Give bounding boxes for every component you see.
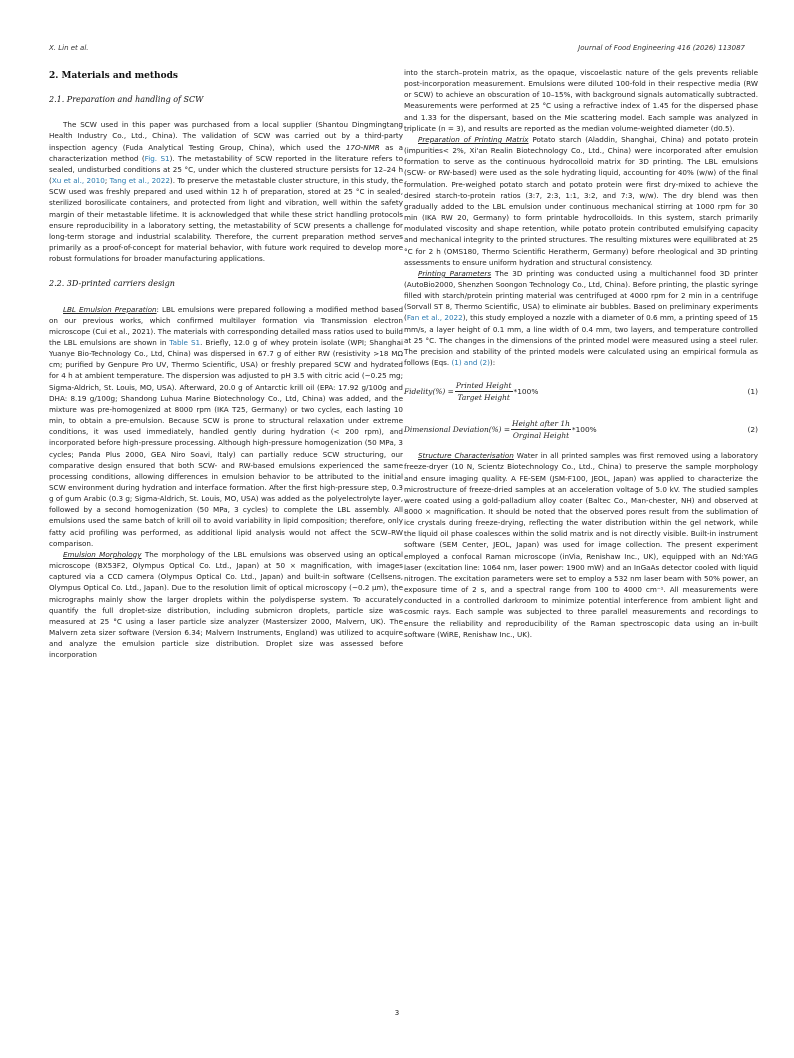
journal-citation: Journal of Food Engineering 416 (2026) 113087 (578, 44, 745, 52)
paragraph-morphology-continued: into the starch–protein matrix, as the opaque, viscoelastic nature of the gels prevents reliable post-incorporation measurement. Emulsions were diluted 100-fold in their respective media (RW or SCW) to achieve an obscuration of 10–15%, with background signals automatically subtracted. Measurements were performed at 25 °C using a refractive index of 1.45 for the dispersed phase and 1.33 for the dispersant, based on the Mie scattering model. Each sample was analyzed in triplicate (n = 3), and results are reported as the median volume-weighted diameter (d0.5). (404, 68, 758, 133)
equation-ref-link[interactable]: (1) and (2) (451, 358, 490, 368)
paragraph-printing-parameters: Printing Parameters The 3D printing was conducted using a multichannel food 3D printer (AutoBio2000, Shenzhen Soongon Technology Co., Ltd, China). Before printing, the plastic syringe filled with starch/protein printing material was centrifuged at 4000 rpm for 2 min in a centrifuge (Sorvall ST 8, Thermo Scientific, USA) to eliminate air bubbles. Based on preliminary experiments (Fan et al., 2022), this study employed a nozzle with a diameter of 0.6 mm, a printing speed of 15 mm/s, a layer height of 0.1 mm, a line width of 0.4 mm, two layers, and temperature controlled at 25 °C. The changes in the dimensions of the printed model were measured using a steel ruler. The precision and stability of the printed models were calculated using an empirical formula as follows (Eqs. (1) and (2)): (404, 268, 758, 368)
equation-2-factor: *100% (571, 424, 597, 434)
matrix-label: Preparation of Printing Matrix (418, 134, 529, 144)
left-column (49, 67, 403, 661)
equation-2-fraction: $\frac{\text{Height after 1h}}{\text{Orginal Height}}$ (512, 418, 570, 440)
paragraph-emulsion-morphology: Emulsion Morphology The morphology of the LBL emulsions was observed using an optical microscope (BX53F2, Olympus Optical Co. Ltd., Japan) at 50 × magnification, with images captured via a CCD camera (Olympus Optical Co. Ltd., Japan) and built-in software (Cellsens, Olympus Optical Co. Ltd., Japan). Due to the resolution limit of optical microscopy (~0.2 μm), the micrographs mainly show the larger droplets within the polydisperse system. To accurately quantify the full droplet-size distribution, including submicron droplets, particle size was measured at 25 °C using a laser particle size analyzer (Mastersizer 2000, Malvern, UK). The Malvern zeta sizer software (Version 6.34; Malvern Instruments, England) was utilized to acquire and analyze the emulsion particle size distribution. Droplet size was assessed before incorporation (49, 549, 403, 660)
author-line: X. Lin et al. (49, 44, 89, 52)
nmr-term: 17O-NMR (345, 142, 380, 152)
subsection-heading-2-2: 2.2. 3D-printed carriers design (49, 279, 175, 289)
table-s1-link[interactable]: Table S1 (169, 337, 201, 347)
fig-s1-link[interactable]: Fig. S1 (144, 153, 170, 163)
equation-1-lhs: Fidelity(%) = (404, 386, 454, 396)
equation-1-factor: *100% (513, 386, 539, 396)
ref-xu-2010-link[interactable]: Xu et al., 2010 (51, 176, 105, 186)
equation-1-fraction: $\frac{\text{Printed Height}}{\text{Target Height}}$ (455, 380, 512, 402)
equation-2-lhs: Dimensional Deviation(%) = (404, 424, 511, 434)
ref-tang-2022-link[interactable]: Tang et al., 2022 (109, 176, 170, 186)
structure-label: Structure Characterisation (418, 451, 514, 461)
page-number: 3 (394, 1009, 400, 1017)
lbl-label: LBL Emulsion Preparation (63, 304, 157, 314)
section-heading: 2. Materials and methods (49, 71, 178, 81)
paragraph-lbl-preparation: LBL Emulsion Preparation: LBL emulsions were prepared following a modified method based on our previous works, which confirmed multilayer formation via Transmission electron microscope (Cui et al., 2021). The materials with corresponding detailed mass ratios used to build the LBL emulsions are shown in Table S1. Briefly, 12.0 g of whey protein isolate (WPI; Shanghai Yuanye Bio-Technology Co., Ltd, China) was dispersed in 67.7 g of either RW (resistivity >18 MΩ cm; purified by Genpure Pro UV, Thermo Scientific, USA) or freshly prepared SCW and hydrated for 4 h at ambient temperature. The dispersion was adjusted to pH 3.5 with citric acid (~0.25 mg; Sigma-Aldrich, St. Louis, MO, USA). Afterward, 20.0 g of Antarctic krill oil (EPA: 17.92 g/100g and DHA: 8.19 g/100g; Shandong Luhua Marine Biotechnology Co., Ltd, China) was added, and the mixture was pre-homogenized at 8000 rpm (IKA T25, Germany) or two cycles, each lasting 10 min, to obtain a pre-emulsion. Because SCW is prone to structural relaxation under extreme conditions, it was used immediately, handled gently during hydration (< 200 rpm), and incorporated before high-pressure processing. Although high-pressure homogenization (50 MPa, 3 cycles; Panda Plus 2000, GEA Niro Soavi, Italy) can partially reduce SCW structuring, our comparative design ensured that both SCW- and RW-based emulsions experienced the same processing conditions, allowing differences in emulsion behavior to be attributed to the initial SCW environment during hydration and interface formation. After the first high-pressure step, 0.3 g of gum Arabic (0.3 g; Sigma-Aldrich, St. Louis, MO, USA) was added as the polyelectrolyte layer, followed by a second homogenization (50 MPa, 3 cycles) to complete the LBL assembly. All emulsions used the same batch of krill oil to avoid variability in lipid composition; therefore, only fatty acid profiling was performed, as additional lipid analysis would not affect the SCW–RW comparison. (49, 304, 404, 548)
paragraph-structure-characterisation: Structure Characterisation Water in all printed samples was first removed using a laboratory freeze-dryer (10 N, Scientz Biotechnology Co., Ltd., China) to preserve the sample morphology and ensure imaging quality. A FE-SEM (JSM-F100, JEOL, Japan) was applied to characterize the microstructure of freeze-dried samples at an acceleration voltage of 5.0 kV. The studied samples were coated using a gold-palladium alloy coater (Baltec Co., Man-chester, NH) and observed at 8000 × magnification. It should be noted that the observed pores result from the sublimation of ice crystals during freeze-drying, reflecting the water distribution within the gel network, while the liquid oil phase coalesces within the solid matrix and is not directly visible. Built-in instrument software (SEM Center, JEOL, Japan) was used for image collection. The present experiment employed a confocal Raman microscope (inVia, Renishaw Inc., UK), equipped with an Nd:YAG laser (excitation line: 1064 nm, laser power: 1900 mW) and an InGaAs detector cooled with liquid nitrogen. The excitation parameters were set to employ a 532 nm laser beam with 50% power, an exposure time of 2 s, and a spectral range from 100 to 4000 cm⁻¹. All measurements were conducted in a controlled darkroom to minimize potential interference from ambient light and cosmic rays. Each sample was subjected to three parallel measurements and recordings to ensure the reliability and reproducibility of the Raman spectroscopic data using an in-built software (WiRE, Renishaw Inc., UK). (404, 451, 758, 639)
equation-1-number: (1) (747, 386, 758, 396)
morphology-label: Emulsion Morphology (63, 549, 142, 559)
equation-1 (404, 376, 758, 406)
subsection-heading-2-1: 2.1. Preparation and handling of SCW (49, 95, 204, 105)
equation-2 (404, 414, 758, 444)
ref-fan-2022-link[interactable]: Fan et al., 2022 (406, 313, 463, 323)
running-header (49, 44, 745, 56)
right-column (404, 67, 758, 640)
paragraph-scw-handling: The SCW used in this paper was purchased from a local supplier (Shantou Dingmingtang Health Industry Co., Ltd., China). The validation of SCW was carried out by a third-party inspection agency (Fuda Analytical Testing Group, China), which used the 17O-NMR as a characterization method (Fig. S1). The metastability of SCW reported in the literature refers to sealed, undisturbed conditions at 25 °C, under which the clustered structure persists for 12–24 h (Xu et al., 2010; Tang et al., 2022). To preserve the metastable cluster structure, in this study, the SCW used was freshly prepared and used within 12 h of preparation, stored at 25 °C in sealed, sterilized borosilicate containers, and protected from light and vibration, well within the safety margin of their metastable lifetime. It is acknowledged that while these strict handling protocols ensure reproducibility in a laboratory setting, the metastability of SCW presents a challenge for long-term storage and industrial scalability. Therefore, the current preparation method serves primarily as a proof-of-concept for material behavior, with future work required to develop more robust formulations for broader manufacturing applications. (49, 120, 404, 264)
paragraph-printing-matrix: Preparation of Printing Matrix Potato starch (Aladdin, Shanghai, China) and potato protein (impurities< 2%, Xi'an Realin Biotechnology Co., Ltd., China) were incorporated after emulsion formation to serve as the continuous hydrocolloid matrix for 3D printing. The LBL emulsions (SCW- or RW-based) were used as the sole hydrating liquid, accounting for 40% (w/w) of the final formulation. Pre-weighed potato starch and potato protein were first dry-mixed to achieve the desired starch-to-protein ratios (3:7, 2:3, 1:1, 3:2, and 7:3, w/w). The dry blend was then gradually added to the LBL emulsion under continuous mechanical stirring at 1000 rpm for 30 min (IKA RW 20, Germany) to form printable hydrocolloids. In this system, starch primarily modulated viscosity and shape retention, while potato protein contributed emulsifying capacity and mechanical integrity to the printed structures. The resulting mixtures were equilibrated at 25 °C for 2 h (OMS180, Thermo Scientific Heratherm, Germany) before rheological and 3D printing assessments to ensure uniform hydration and structural consistency. (404, 134, 759, 267)
printing-label: Printing Parameters (418, 268, 492, 278)
equation-2-number: (2) (747, 424, 758, 434)
